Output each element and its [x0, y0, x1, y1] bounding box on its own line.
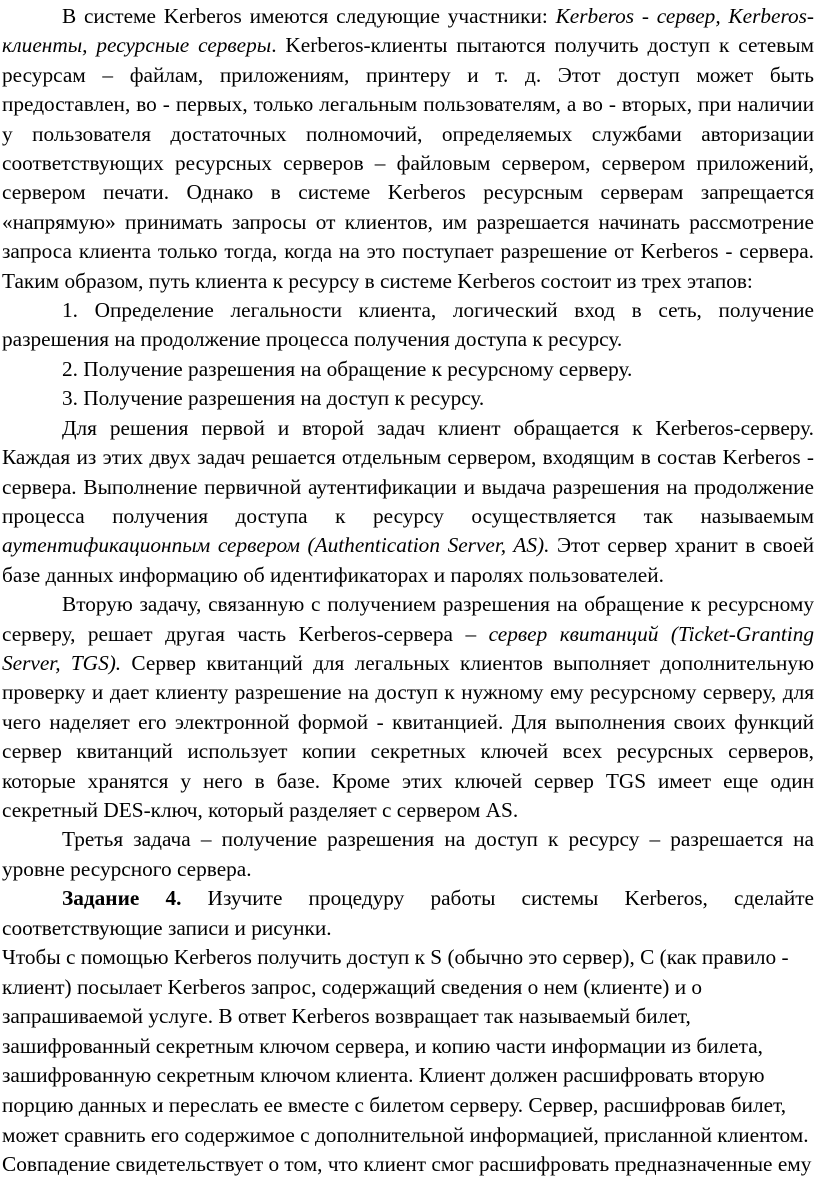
participants-list-italic: Kerberos - сервер, Kerberos-клиенты, ресурсные серверы [2, 4, 815, 58]
tgs-term-italic: сервер квитанций (Ticket-Granting Server, TGS). [2, 621, 814, 675]
paragraph-task-4 [2, 884, 814, 943]
as-term-italic: аутентификационпым сервером (Authentication Server, AS). [2, 533, 550, 558]
paragraph-authentication-server [2, 414, 814, 590]
list-item-stage-2-text: 2. Получение разрешения на обращение к ресурсному серверу. [62, 356, 633, 381]
paragraph-as-body: Этот сервер хранит в своей базе данных информацию об идентификаторах и паролях пользователей. [2, 533, 814, 587]
paragraph-tgs-intro: Вторую задачу, связанную с получением разрешения на обращение к ресурсному серверу, решает другая часть Kerberos-сервера – [2, 592, 814, 646]
paragraph-kerberos-procedure-text: Чтобы с помощью Kerberos получить доступ к S (обычно это сервер), C (как правило - клиент) посылает Kerberos запрос, содержащий сведения о нем (клиенте) и о запрашиваемой услуге. В ответ Kerberos возвращает так называемый билет, зашифрованный секретным ключом сервера, и копию части информации из билета, зашифрованную секретным ключом клиента. Клиент должен расшифровать вторую порцию данных и переслать ее вместе с билетом серверу. Сервер, расшифровав билет, может сравнить его содержимое с дополнительной информацией, присланной клиентом. Совпадение свидетельствует о том, что клиент смог расшифровать предназначенные ему [2, 945, 812, 1177]
paragraph-participants-body: . Kerberos-клиенты пытаются получить доступ к сетевым ресурсам – файлам, приложениям, принтеру и т. д. Этот доступ может быть предоставлен, во - первых, только легальным пользователям, а во - вторых, при наличии у пользователя достаточных полномочий, определяемых службами авторизации соответствующих ресурсных серверов – файловым сервером, сервером приложений, сервером печати. Однако в системе Kerberos ресурсным серверам запрещается «напрямую» принимать запросы от клиентов, им разрешается начинать рассмотрение запроса клиента только тогда, когда на это поступает разрешение от Kerberos - сервера. Таким образом, путь клиента к ресурсу в системе Kerberos состоит из трех этапов: [2, 33, 814, 293]
list-item-stage-2 [2, 355, 814, 384]
list-item-stage-3 [2, 384, 814, 413]
paragraph-third-task [2, 825, 814, 884]
paragraph-third-task-text: Третья задача – получение разрешения на доступ к ресурсу – разрешается на уровне ресурсного сервера. [2, 827, 814, 881]
list-item-stage-1 [2, 296, 814, 355]
task-4-label: Задание 4. [62, 886, 182, 911]
paragraph-kerberos-procedure [2, 943, 814, 1180]
paragraph-participants-intro: В системе Kerberos имеются следующие участники: [62, 4, 556, 28]
list-item-stage-3-text: 3. Получение разрешения на доступ к ресурсу. [62, 386, 485, 411]
list-item-stage-1-text: 1. Определение легальности клиента, логический вход в сеть, получение разрешения на продолжение процесса получения доступа к ресурсу. [2, 298, 814, 352]
paragraph-ticket-granting-server [2, 590, 814, 825]
paragraph-participants [2, 2, 814, 296]
task-4-text: Изучите процедуру работы системы Kerberos, сделайте соответствующие записи и рисунки. [2, 886, 814, 940]
paragraph-as-intro: Для решения первой и второй задач клиент обращается к Kerberos-серверу. Каждая из этих двух задач решается отдельным сервером, входящим в состав Kerberos - сервера. Выполнение первичной аутентификации и выдача разрешения на продолжение процесса получения доступа к ресурсу осуществляется так называемым [2, 415, 814, 528]
paragraph-tgs-body: Сервер квитанций для легальных клиентов выполняет дополнительную проверку и дает клиенту разрешение на доступ к нужному ему ресурсному серверу, для чего наделяет его электронной формой - квитанцией. Для выполнения своих функций сервер квитанций использует копии секретных ключей всех ресурсных серверов, которые хранятся у него в базе. Кроме этих ключей сервер TGS имеет еще один секретный DES-ключ, который разделяет с сервером AS. [2, 650, 814, 822]
